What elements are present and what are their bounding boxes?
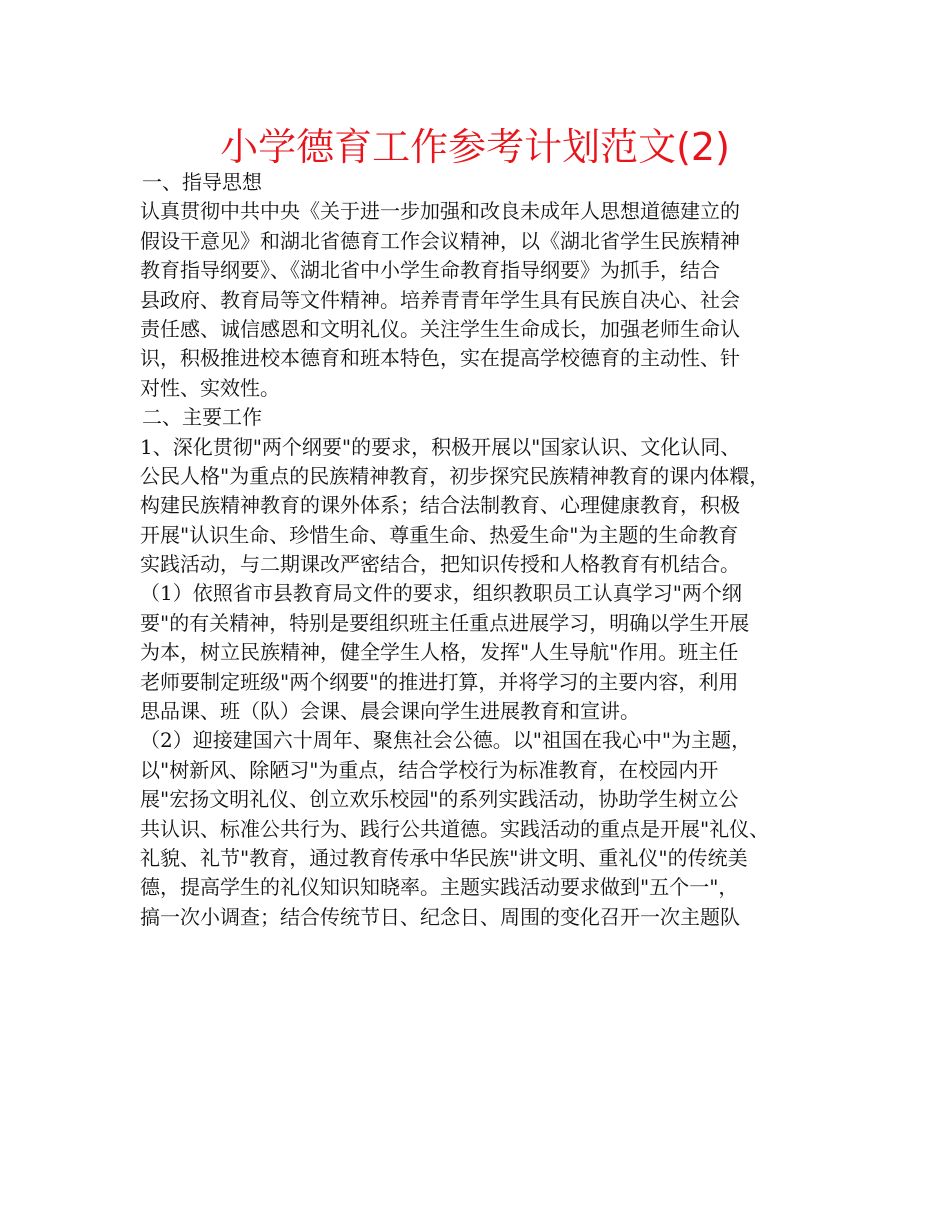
paragraph-line: 以"树新风、除陋习"为重点，结合学校行为标准教育，在校园内开 (140, 757, 719, 782)
document-title: 小学德育工作参考计划范文(2) (220, 125, 730, 169)
section-heading-guiding-thought: 一、指导思想 (142, 170, 262, 194)
paragraph-line: 为本，树立民族精神，健全学生人格，发挥"人生导航"作用。班主任 (140, 640, 739, 665)
paragraph-line: 德，提高学生的礼仪知识知晓率。主题实践活动要求做到"五个一"， (140, 875, 739, 900)
paragraph-line: 识，积极推进校本德育和班本特色，实在提高学校德育的主动性、针 (140, 346, 740, 371)
paragraph-line: 实践活动，与二期课改严密结合，把知识传授和人格教育有机结合。 (140, 552, 740, 577)
paragraph-line: （1）依照省市县教育局文件的要求，组织教职员工认真学习"两个纲 (140, 581, 742, 606)
paragraph-line: 教育指导纲要》、《湖北省中小学生命教育指导纲要》为抓手，结合 (140, 258, 720, 283)
paragraph-line: 礼貌、礼节"教育，通过教育传承中华民族"讲文明、重礼仪"的传统美 (140, 845, 748, 870)
paragraph-line: 责任感、诚信感恩和文明礼仪。关注学生生命成长，加强老师生命认 (140, 316, 740, 341)
document-body (140, 168, 818, 932)
paragraph-line: 对性、实效性。 (140, 375, 280, 400)
paragraph-line: 思品课、班（队）会课、晨会课向学生进展教育和宣讲。 (140, 699, 640, 724)
paragraph-line: 认真贯彻中共中央《关于进一步加强和改良未成年人思想道德建立的 (140, 199, 740, 224)
paragraph-line: 老师要制定班级"两个纲要"的推进打算，并将学习的主要内容，利用 (140, 669, 739, 694)
paragraph-line: 搞一次小调查；结合传统节日、纪念日、周围的变化召开一次主题队 (140, 904, 740, 929)
paragraph-line: （2）迎接建国六十周年、聚焦社会公德。以"祖国在我心中"为主题， (140, 728, 752, 753)
paragraph-line: 1、深化贯彻"两个纲要"的要求，积极开展以"国家认识、文化认同、 (140, 434, 741, 459)
paragraph-line: 共认识、标准公共行为、践行公共道德。实践活动的重点是开展"礼仪、 (140, 816, 770, 841)
paragraph-line: 要"的有关精神，特别是要组织班主任重点进展学习，明确以学生开展 (140, 610, 750, 635)
paragraph-line: 展"宏扬文明礼仪、创立欢乐校园"的系列实践活动，协助学生树立公 (140, 787, 739, 812)
paragraph-line: 公民人格"为重点的民族精神教育，初步探究民族精神教育的课内体糫， (140, 463, 770, 488)
paragraph-line: 假设干意见》和湖北省德育工作会议精神，以《湖北省学生民族精神 (140, 228, 740, 253)
section-heading-main-work: 二、主要工作 (142, 405, 262, 430)
paragraph-line: 构建民族精神教育的课外体系；结合法制教育、心理健康教育，积极 (140, 493, 740, 518)
paragraph-line: 县政府、教育局等文件精神。培养青青年学生具有民族自决心、社会 (140, 287, 740, 312)
paragraph-line: 开展"认识生命、珍惜生命、尊重生命、热爱生命"为主题的生命教育 (140, 522, 739, 547)
